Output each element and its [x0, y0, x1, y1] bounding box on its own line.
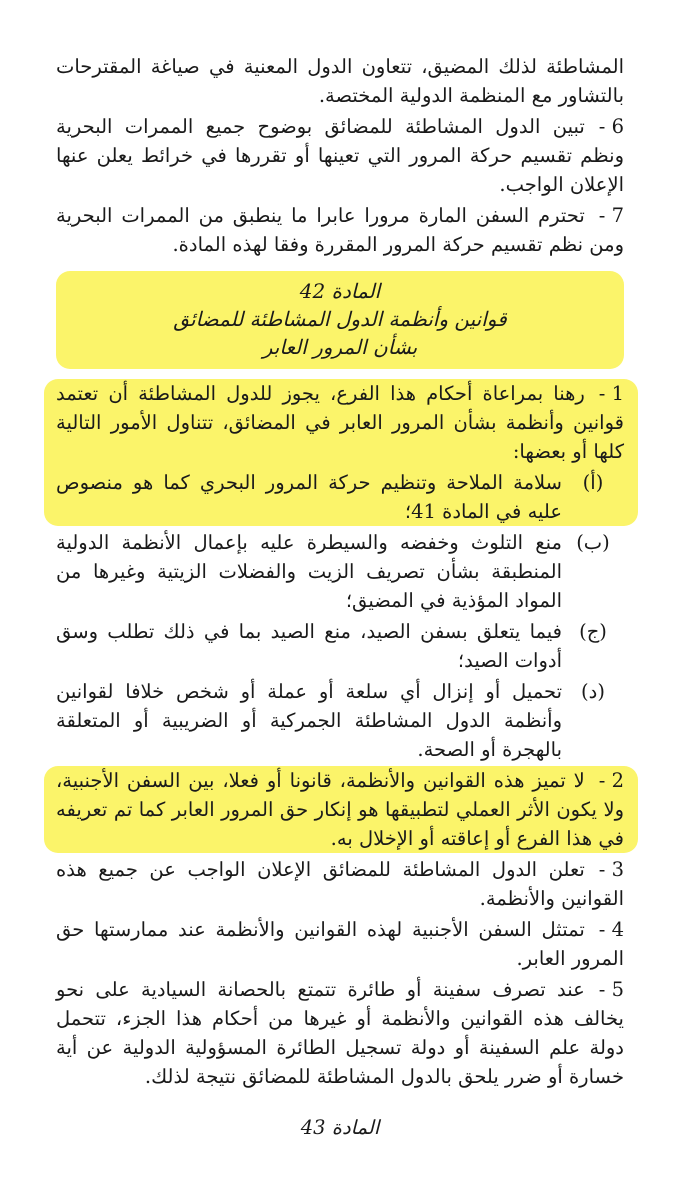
subitem-marker: (د) [581, 680, 605, 703]
intro-paragraph: المشاطئة لذلك المضيق، تتعاون الدول المعنية في صياغة المقترحات بالتشاور مع المنظمة الدولية المختصة. [56, 55, 624, 107]
subitem-b [56, 528, 624, 615]
paragraph-text: تحترم السفن المارة مرورا عابرا ما ينطبق من الممرات البحرية ومن نظم تقسيم حركة المرور المقررة وفقا لهذه المادة. [56, 204, 624, 256]
paragraph-text: لا تميز هذه القوانين والأنظمة، قانونا أو فعلا، بين السفن الأجنبية، ولا يكون الأثر العملي لتطبيقها هو إنكار حق المرور العابر كما تم تعريفه في هذا الفرع أو إعاقته أو الإخلال به. [56, 769, 624, 850]
paragraph-number: 6 - [598, 115, 624, 138]
subitem-a [56, 468, 624, 526]
subitem-marker: (أ) [582, 471, 604, 494]
subitem-d [56, 677, 624, 764]
subitem-text: فيما يتعلق بسفن الصيد، منع الصيد بما في ذلك تطلب وسق أدوات الصيد؛ [56, 620, 562, 672]
paragraph-7 [56, 201, 624, 259]
highlighted-block-1 [44, 379, 638, 526]
subitem-text: منع التلوث وخفضه والسيطرة عليه بإعمال الأنظمة الدولية المنطبقة بشأن تصريف الزيت والفضلات الزيتية وغيرها من المواد المؤذية في المضيق؛ [56, 531, 562, 612]
paragraph-number: 1 - [598, 382, 624, 405]
paragraph-5 [56, 975, 624, 1091]
paragraph-3 [56, 855, 624, 913]
article-title-line-1: قوانين وأنظمة الدول المشاطئة للمضائق [173, 307, 507, 331]
highlighted-block-2 [44, 766, 638, 853]
paragraph-4 [56, 915, 624, 973]
paragraph-number: 7 - [598, 204, 624, 227]
paragraph-text: تبين الدول المشاطئة للمضائق بوضوح جميع الممرات البحرية ونظم تقسيم حركة المرور التي تعينها أو تقررها في خرائط يعلن عنها الإعلان الواجب. [56, 115, 624, 196]
paragraph-2 [56, 766, 624, 853]
paragraph-text: رهنا بمراعاة أحكام هذا الفرع، يجوز للدول المشاطئة أن تعتمد قوانين وأنظمة بشأن المرور العابر في المضائق، تتناول الأمور التالية كلها أو بعضها: [56, 382, 624, 463]
subitem-marker: (ب) [576, 531, 610, 554]
paragraph-text: عند تصرف سفينة أو طائرة تتمتع بالحصانة السيادية على نحو يخالف هذه القوانين والأنظمة أو غيرها من أحكام هذا الجزء، تتحمل دولة علم السفينة أو دولة تسجيل الطائرة المسؤولية الدولية عن أية خسارة أو ضرر يلحق بالدول المشاطئة للمضائق نتيجة لذلك. [56, 978, 624, 1088]
subitem-text: تحميل أو إنزال أي سلعة أو عملة أو شخص خلافا لقوانين وأنظمة الدول المشاطئة الجمركية أو الضريبية أو المتعلقة بالهجرة أو الصحة. [56, 680, 563, 761]
paragraph-number: 2 - [598, 769, 624, 792]
subitem-c [56, 617, 624, 675]
article-number: المادة 42 [299, 279, 381, 303]
subitem-text: سلامة الملاحة وتنظيم حركة المرور البحري كما هو منصوص عليه في المادة 41؛ [56, 471, 562, 523]
paragraph-number: 5 - [598, 978, 624, 1001]
paragraph-text: تعلن الدول المشاطئة للمضائق الإعلان الواجب عن جميع هذه القوانين والأنظمة. [56, 858, 624, 910]
paragraph-text: تمتثل السفن الأجنبية لهذه القوانين والأنظمة عند ممارستها حق المرور العابر. [56, 918, 624, 970]
paragraph-6 [56, 112, 624, 199]
paragraph-number: 3 - [598, 858, 624, 881]
article-42-heading [56, 271, 624, 369]
paragraph-1 [56, 379, 624, 466]
next-article-heading: المادة 43 [300, 1116, 380, 1139]
subitem-marker: (ج) [579, 620, 607, 643]
article-title-line-2: بشأن المرور العابر [262, 335, 418, 359]
paragraph-number: 4 - [598, 918, 624, 941]
